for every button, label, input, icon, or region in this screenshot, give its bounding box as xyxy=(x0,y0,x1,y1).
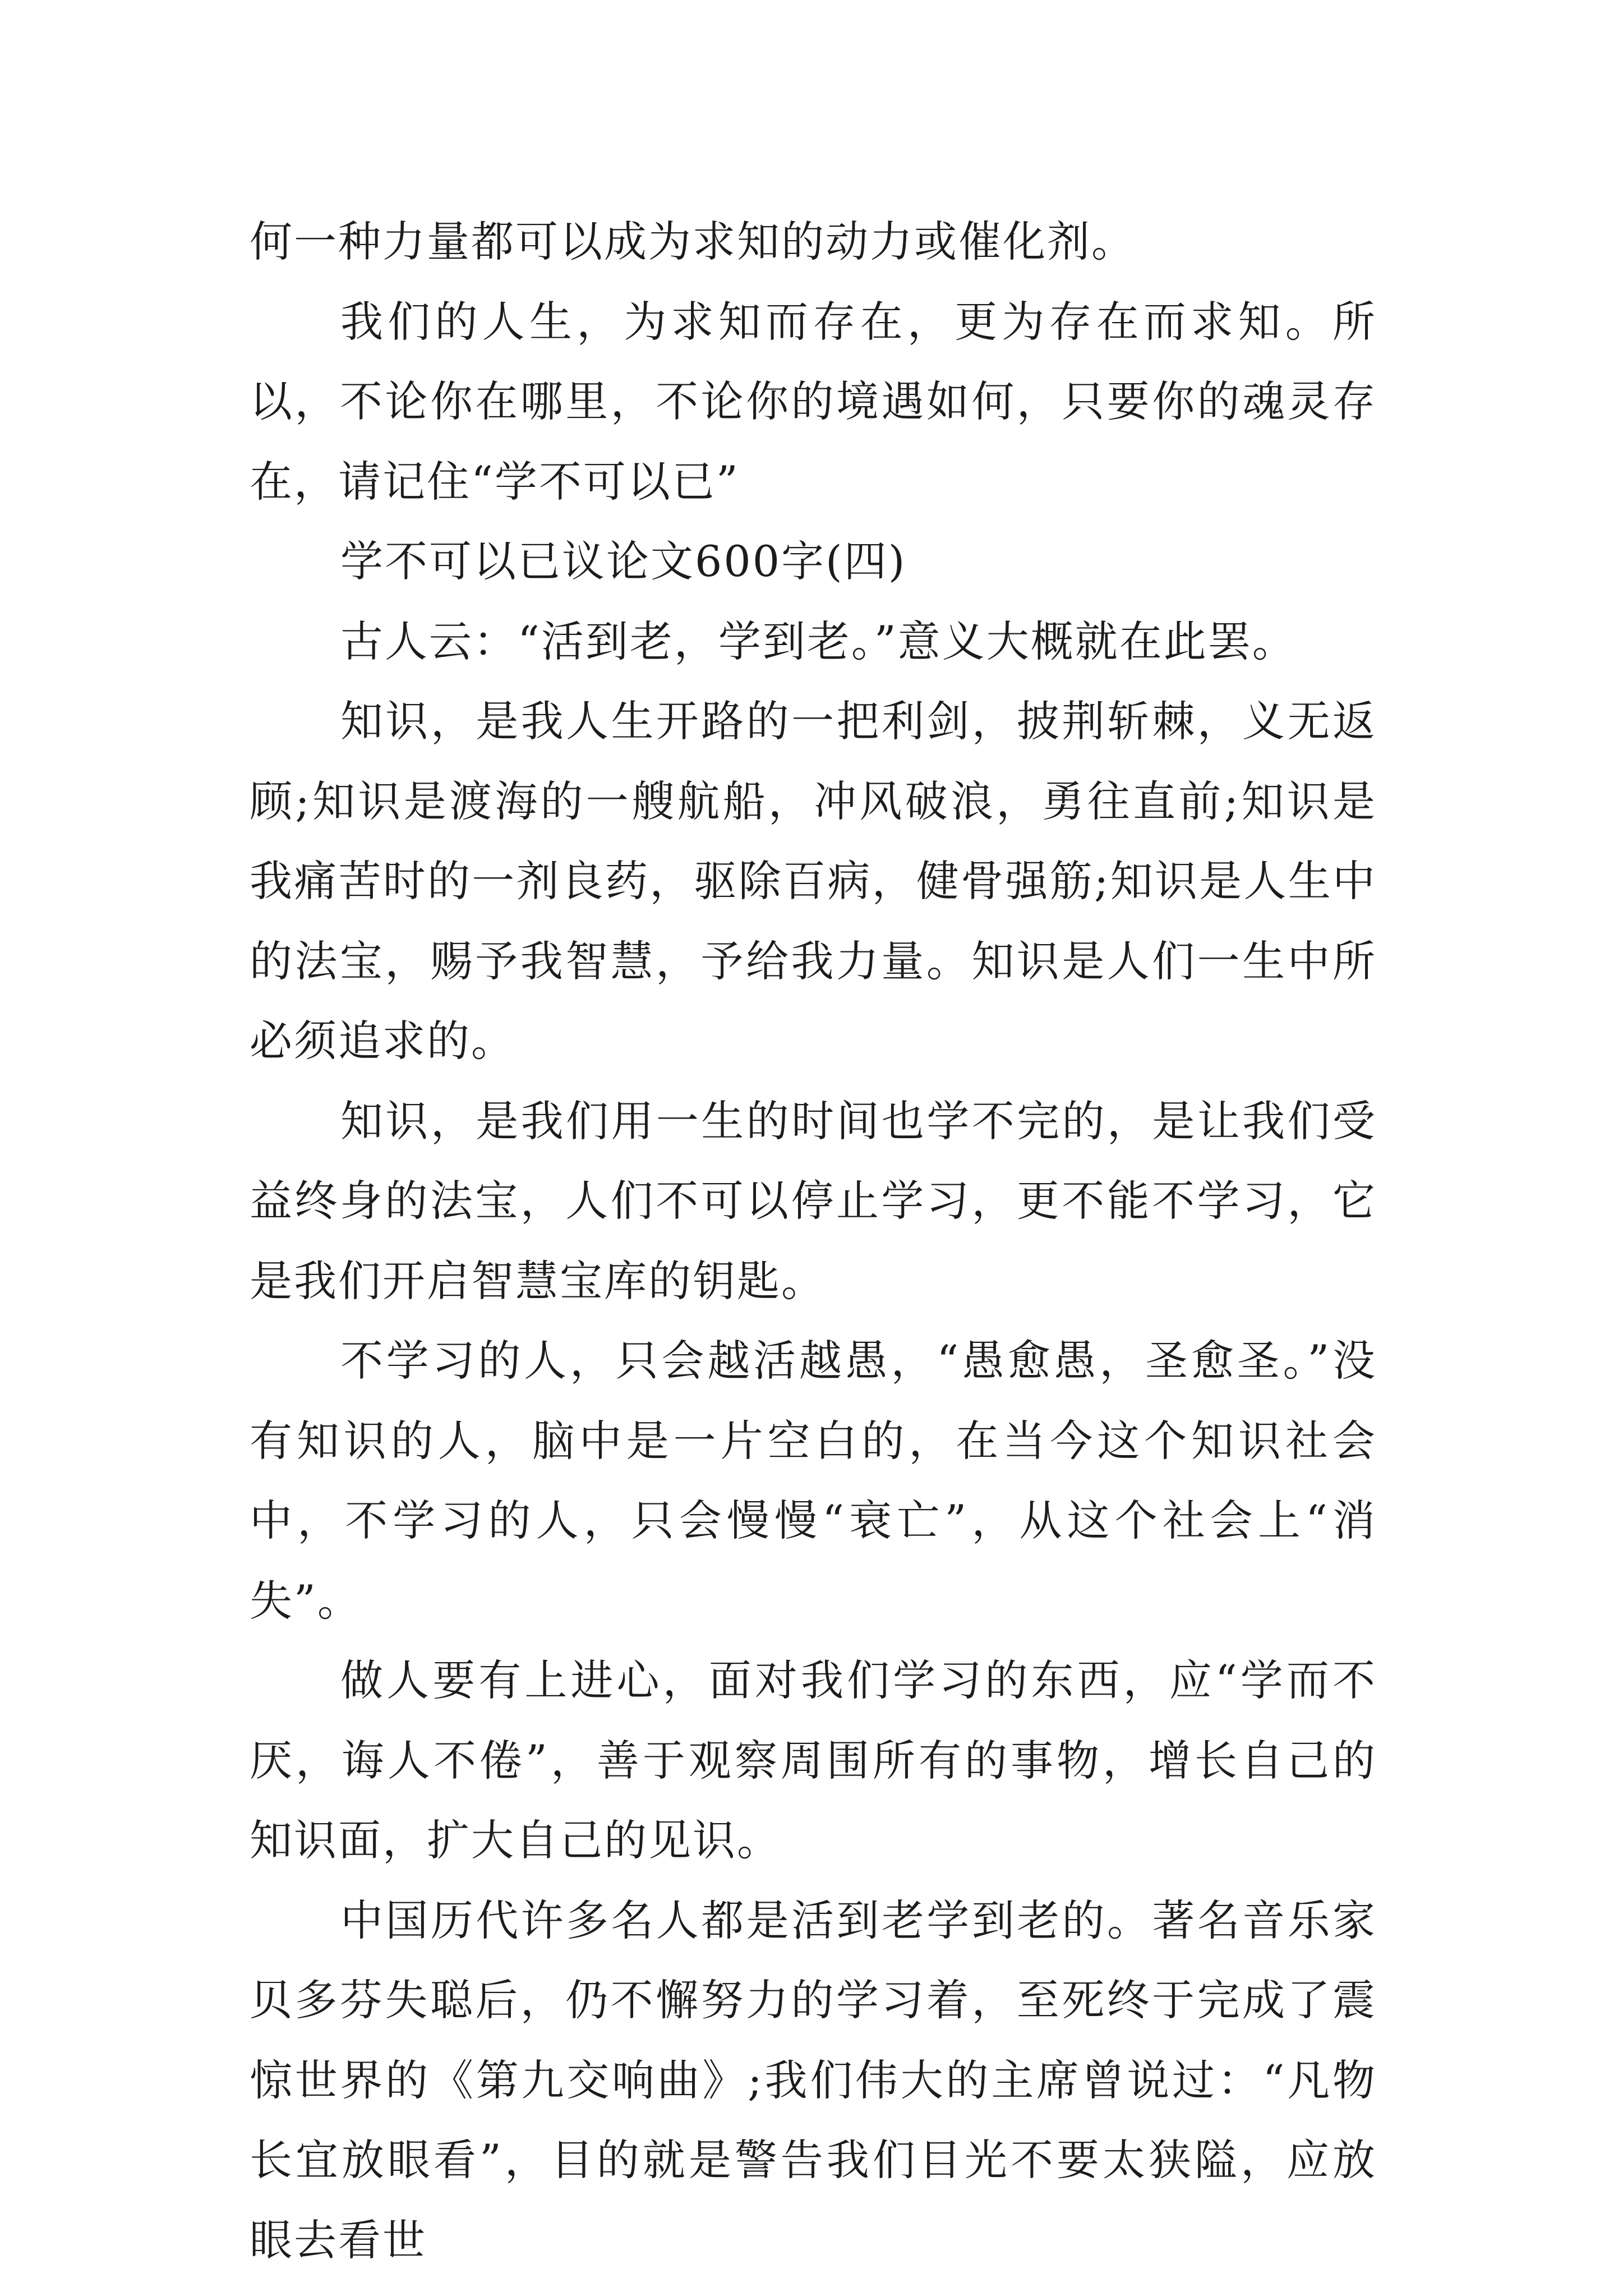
paragraph: 不学习的人，只会越活越愚，“愚愈愚，圣愈圣。”没有知识的人，脑中是一片空白的，在当今这个知识社会中，不学习的人，只会慢慢“衰亡”，从这个社会上“消失”。 xyxy=(250,1336,1377,1626)
paragraph: 中国历代许多名人都是活到老学到老的。著名音乐家贝多芬失聪后，仍不懈努力的学习着，至死终于完成了震惊世界的《第九交响曲》;我们伟大的主席曾说过：“凡物长宜放眼看”，目的就是警告我们目光不要太狭隘，应放眼去看世 xyxy=(250,1895,1377,2265)
document-body xyxy=(250,202,1377,2280)
paragraph: 知识，是我们用一生的时间也学不完的，是让我们受益终身的法宝，人们不可以停止学习，更不能不学习，它是我们开启智慧宝库的钥匙。 xyxy=(250,1096,1377,1306)
paragraph: 何一种力量都可以成为求知的动力或催化剂。 xyxy=(250,217,1136,266)
section-heading: 学不可以已议论文600字(四) xyxy=(340,536,907,586)
paragraph: 我们的人生，为求知而存在，更为存在而求知。所以，不论你在哪里，不论你的境遇如何，只要你的魂灵存在，请记住“学不可以已” xyxy=(250,296,1377,507)
paragraph: 古人云：“活到老，学到老。”意义大概就在此罢。 xyxy=(340,616,1297,666)
paragraph: 知识，是我人生开路的一把利剑，披荆斩棘，义无返顾;知识是渡海的一艘航船，冲风破浪，勇往直前;知识是我痛苦时的一剂良药，驱除百病，健骨强筋;知识是人生中的法宝，赐予我智慧，予给我力量。知识是人们一生中所必须追求的。 xyxy=(250,696,1377,1066)
paragraph: 做人要有上进心，面对我们学习的东西，应“学而不厌，诲人不倦”，善于观察周围所有的事物，增长自己的知识面，扩大自己的见识。 xyxy=(250,1655,1377,1865)
